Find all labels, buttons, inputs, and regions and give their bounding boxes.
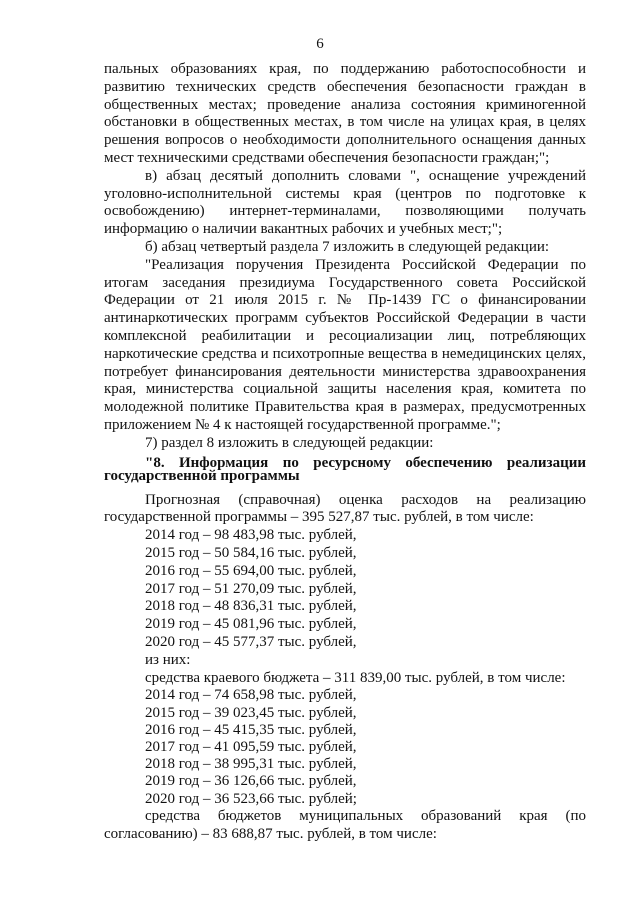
list-item: 2017 год – 41 095,59 тыс. рублей,	[145, 738, 357, 755]
paragraph-v-abzac-desyatyi: в) абзац десятый дополнить словами ", оснащение учреждений уголовно-исполнительной системы края (центров по подготовке к освобождению) интернет-терминалами, позволяющими получать информацию о наличии вакантных рабочих и учебных мест;";	[104, 167, 586, 238]
section-8-heading: "8. Информация по ресурсному обеспечению реализации государственной программы	[104, 454, 586, 485]
paragraph-municipal-byudzhety: средства бюджетов муниципальных образований края (по согласованию) – 83 688,87 тыс. рублей, в том числе:	[104, 807, 586, 842]
paragraph-continuation: пальных образованиях края, по поддержанию работоспособности и развитию технических средств обеспечения безопасности граждан в общественных местах; проведение анализа состояния криминогенной обстановки в общественных местах, в том числе на улицах края, в целях решения вопросов о необходимости дополнительного оснащения данных мест техническими средствами обеспечения безопасности граждан;";	[104, 61, 586, 166]
regional-years-list	[104, 687, 586, 807]
page-number: 6	[316, 36, 324, 52]
list-item: 2019 год – 36 126,66 тыс. рублей,	[145, 773, 357, 790]
list-item: 2018 год – 38 995,31 тыс. рублей,	[145, 756, 357, 773]
list-item: 2020 год – 45 577,37 тыс. рублей,	[145, 633, 357, 650]
paragraph-prognoznaya-ocenka: Прогнозная (справочная) оценка расходов на реализацию государственной программы – 395 527,87 тыс. рублей, в том числе:	[104, 491, 586, 526]
list-item: 2015 год – 39 023,45 тыс. рублей,	[145, 704, 357, 721]
list-item: 2016 год – 45 415,35 тыс. рублей,	[145, 721, 357, 738]
paragraph-iz-nih: из них:	[145, 651, 191, 668]
list-item: 2017 год – 51 270,09 тыс. рублей,	[145, 580, 357, 597]
list-item: 2019 год – 45 081,96 тыс. рублей,	[145, 616, 357, 633]
list-item: 2014 год – 98 483,98 тыс. рублей,	[145, 527, 357, 544]
list-item: 2014 год – 74 658,98 тыс. рублей,	[145, 687, 357, 704]
list-item: 2020 год – 36 523,66 тыс. рублей;	[145, 790, 357, 807]
total-years-list	[104, 527, 586, 652]
list-item: 2018 год – 48 836,31 тыс. рублей,	[145, 598, 357, 615]
paragraph-razdel-8: 7) раздел 8 изложить в следующей редакции:	[145, 434, 434, 451]
list-item: 2016 год – 55 694,00 тыс. рублей,	[145, 562, 357, 579]
list-item: 2015 год – 50 584,16 тыс. рублей,	[145, 544, 357, 561]
paragraph-b-abzac-chetvertyi: б) абзац четвертый раздела 7 изложить в следующей редакции:	[145, 238, 550, 255]
paragraph-realizaciya-porucheniya: "Реализация поручения Президента Российской Федерации по итогам заседания президиума Государственного совета Российской Федерации от 21 июля 2015 г. № Пр-1439 ГС о финансировании антинаркотических программ субъектов Российской Федерации в части комплексной реабилитации и ресоциализации лиц, потребляющих наркотические средства и психотропные вещества в немедицинских целях, потребует финансирования деятельности министерства здравоохранения края, министерства социальной защиты населения края, комитета по молодежной политике Правительства края в размерах, предусмотренных приложением № 4 к настоящей государственной программе.";	[104, 256, 586, 433]
paragraph-kraevoi-byudzhet: средства краевого бюджета – 311 839,00 тыс. рублей, в том числе:	[145, 669, 566, 686]
document-body	[104, 61, 586, 843]
